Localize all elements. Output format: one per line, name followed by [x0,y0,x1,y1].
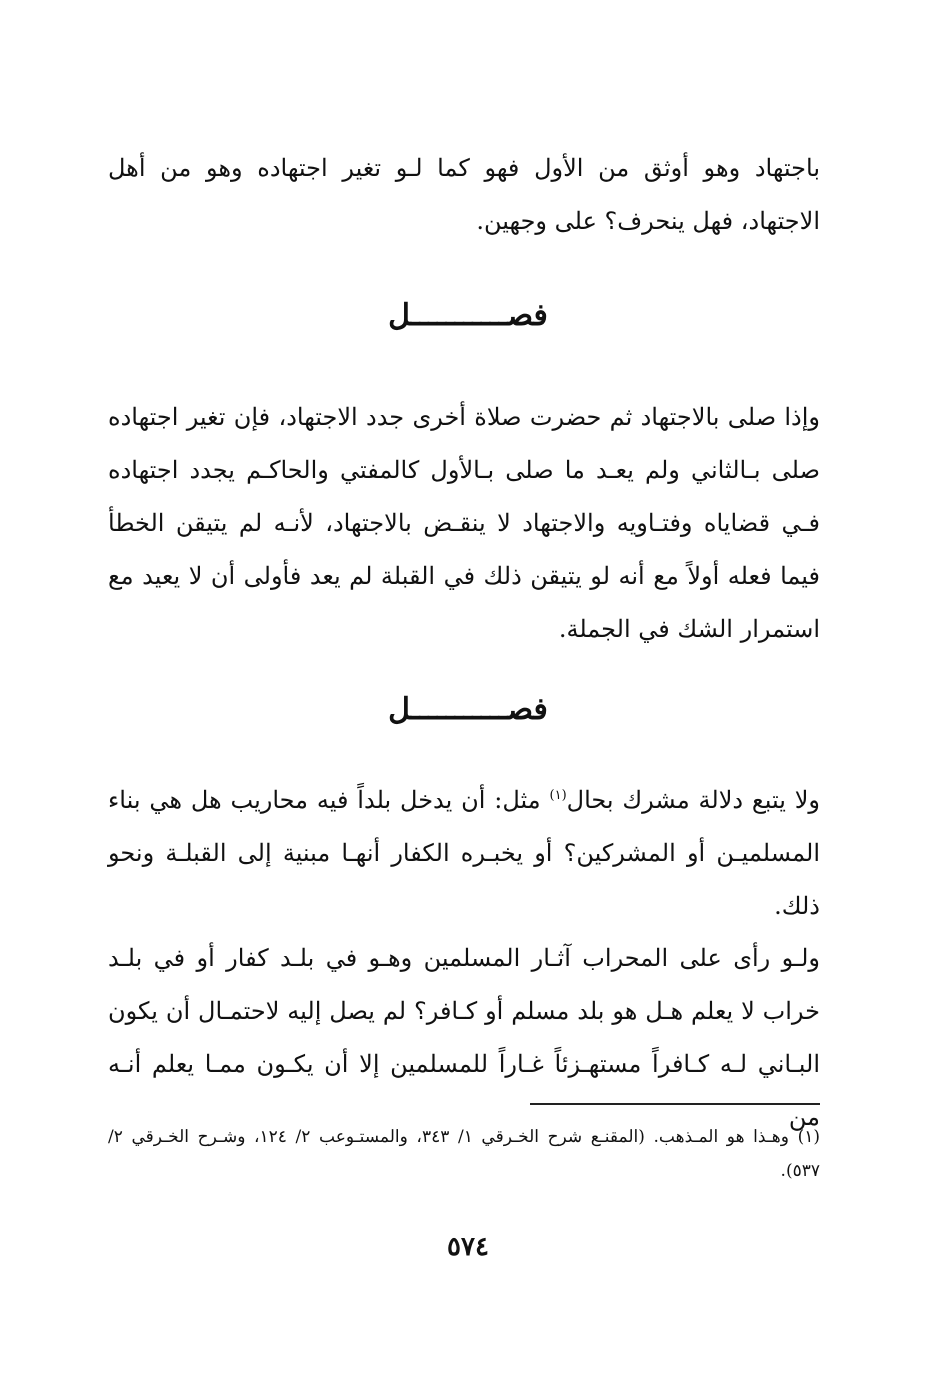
footnote-reference: (١) [549,788,567,803]
paragraph-ijtihad-renewal: وإذا صلى بالاجتهاد ثم حضرت صلاة أخرى جدد الاجتهاد، فإن تغير اجتهاده صلى بـالثاني ولم يعـد ما صلى بـالأول كالمفتي والحاكـم يجدد اجتهاده فـي قضاياه وفتـاويه والاجتهاد لا ينقـض بالاجتهاد، لأنـه لم يتيقن الخطأ فيما فعله أولاً مع أنه لو يتيقن ذلك في القبلة لم يعد فأولى أن لا يعيد مع استمرار الشك في الجملة. [108,403,820,643]
paragraph-mushrik-text-end: مثل: أن يدخل بلداً فيه محاريب هل هي بناء المسلميـن أو المشركين؟ أو يخبـره الكفار أنهـا مبنية إلى القبلـة ونحو ذلك. [108,786,820,920]
paragraph-continuation: باجتهاد وهو أوثق من الأول فهو كما لـو تغير اجتهاده وهو من أهل الاجتهاد، فهل ينحرف؟ على وجهين. [108,154,820,235]
section-heading-fasl-2: فصـــــــــــل [388,692,548,727]
page-number: ٥٧٤ [447,1232,489,1262]
paragraph-mihrab: ولـو رأى على المحراب آثـار المسلمين وهـو في بلـد كفار أو في بلـد خراب لا يعلم هـل هو بلد مسلم أو كـافر؟ لم يصل إليه لاحتمـال أن يكون البـاني لـه كـافراً مستهـزئاً غـاراً للمسلمين إلا أن يكـون ممـا يعلم أنـه من [108,944,820,1131]
footnote-separator [530,1103,820,1105]
footnote-text: (١) وهـذا هو المـذهب. (المقنـع شرح الخـرقي ١/ ٣٤٣، والمستـوعب ٢/ ١٢٤، وشـرح الخـرقي ٢/ ٥٣٧). [108,1127,820,1181]
paragraph-mushrik-text-start: ولا يتبع دلالة مشرك بحال [566,786,820,814]
paragraph-mushrik-guidance [108,774,820,933]
section-heading-fasl-1: فصـــــــــــل [388,298,548,333]
